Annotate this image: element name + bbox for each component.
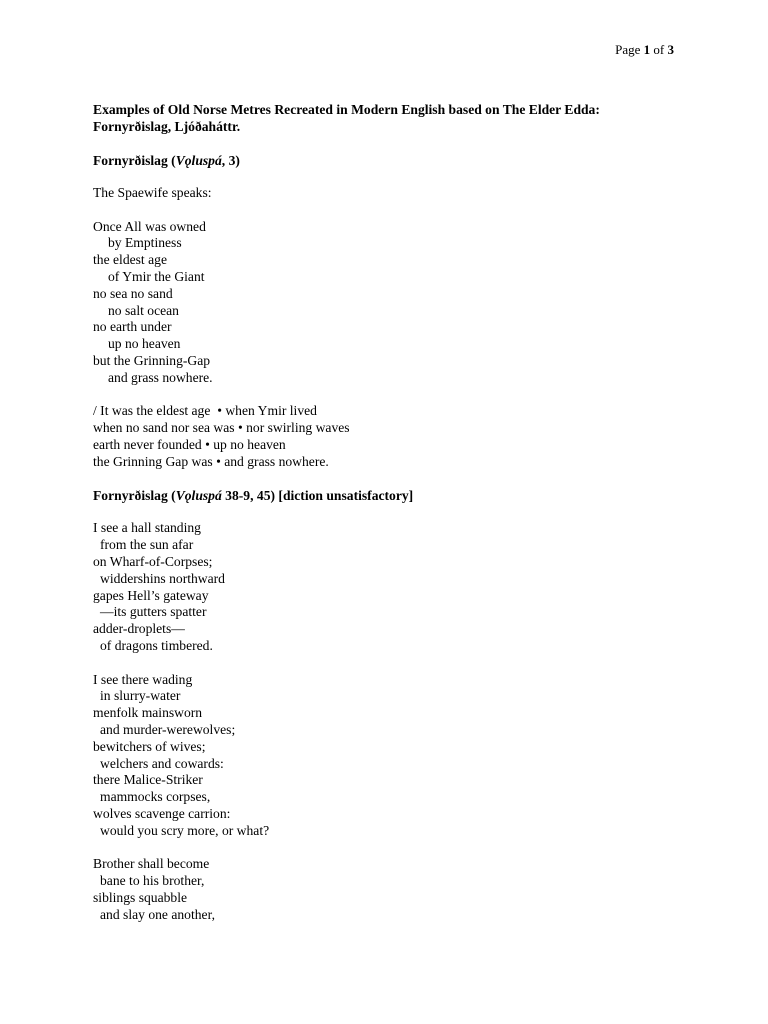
verse-line: but the Grinning-Gap bbox=[93, 352, 211, 368]
section-heading-work: Vǫluspá bbox=[175, 153, 222, 168]
verse-line: by Emptiness bbox=[108, 235, 182, 251]
verse-line: no sea no sand bbox=[93, 285, 173, 301]
verse-line: gapes Hell’s gateway bbox=[93, 587, 209, 603]
verse-line: and slay one another, bbox=[100, 906, 215, 922]
section-heading-voluspa-3 bbox=[93, 152, 693, 169]
stanza-hall-standing bbox=[93, 520, 693, 654]
stanza-brother bbox=[93, 856, 693, 923]
verse-line: and grass nowhere. bbox=[108, 369, 213, 385]
stanza-wading bbox=[93, 672, 693, 840]
verse-line: bane to his brother, bbox=[100, 873, 205, 889]
page-of: of bbox=[653, 42, 665, 57]
page-current: 1 bbox=[643, 42, 651, 57]
document-title-line-2: Fornyrðislag, Ljóðaháttr. bbox=[93, 119, 241, 134]
verse-line: Once All was owned bbox=[93, 218, 206, 234]
verse-line: up no heaven bbox=[108, 336, 181, 352]
verse-line: no earth under bbox=[93, 319, 172, 335]
stanza-alternative-version bbox=[93, 403, 693, 470]
verse-line: on Wharf-of-Corpses; bbox=[93, 553, 213, 569]
verse-line: Brother shall become bbox=[93, 856, 210, 872]
verse-line: the eldest age bbox=[93, 252, 167, 268]
verse-line: there Malice-Striker bbox=[93, 772, 203, 788]
verse-line: welchers and cowards: bbox=[100, 755, 224, 771]
verse-line: I see there wading bbox=[93, 671, 193, 687]
verse-line: from the sun afar bbox=[100, 537, 194, 553]
stanza-once-all bbox=[93, 219, 693, 387]
page-prefix: Page bbox=[615, 42, 641, 57]
verse-line: widdershins northward bbox=[100, 570, 225, 586]
section-heading-text: Fornyrðislag ( bbox=[93, 153, 176, 168]
verse-line: I see a hall standing bbox=[93, 520, 201, 536]
verse-line: no salt ocean bbox=[108, 302, 179, 318]
verse-line: —its gutters spatter bbox=[100, 604, 207, 620]
verse-line: mammocks corpses, bbox=[100, 789, 211, 805]
verse-line: / It was the eldest age • when Ymir lived bbox=[93, 403, 317, 419]
verse-line: the Grinning Gap was • and grass nowhere. bbox=[93, 453, 329, 469]
section-heading-voluspa-38-45 bbox=[93, 487, 693, 504]
section-heading-ref: 38-9, 45) [diction unsatisfactory] bbox=[221, 488, 414, 504]
section-heading-work: Vǫluspá bbox=[175, 488, 222, 504]
intro-line: The Spaewife speaks: bbox=[93, 185, 212, 200]
verse-line: of dragons timbered. bbox=[100, 637, 213, 653]
verse-line: siblings squabble bbox=[93, 889, 188, 905]
document-body bbox=[93, 101, 693, 923]
verse-line: and murder-werewolves; bbox=[100, 721, 236, 737]
verse-line: of Ymir the Giant bbox=[108, 268, 205, 284]
verse-line: earth never founded • up no heaven bbox=[93, 436, 286, 452]
verse-line: bewitchers of wives; bbox=[93, 738, 206, 754]
verse-line: when no sand nor sea was • nor swirling waves bbox=[93, 420, 350, 436]
verse-line: would you scry more, or what? bbox=[100, 822, 270, 838]
verse-line: wolves scavenge carrion: bbox=[93, 805, 231, 821]
verse-line: in slurry-water bbox=[100, 688, 181, 704]
verse-line: menfolk mainsworn bbox=[93, 705, 203, 721]
section-heading-ref: , 3) bbox=[221, 153, 240, 168]
section-heading-text: Fornyrðislag ( bbox=[93, 488, 176, 504]
verse-line: adder-droplets— bbox=[93, 621, 185, 637]
document-title-line-1: Examples of Old Norse Metres Recreated in Modern English based on The Elder Edda: bbox=[93, 102, 600, 117]
page-number bbox=[615, 41, 674, 58]
page-total: 3 bbox=[667, 42, 674, 57]
